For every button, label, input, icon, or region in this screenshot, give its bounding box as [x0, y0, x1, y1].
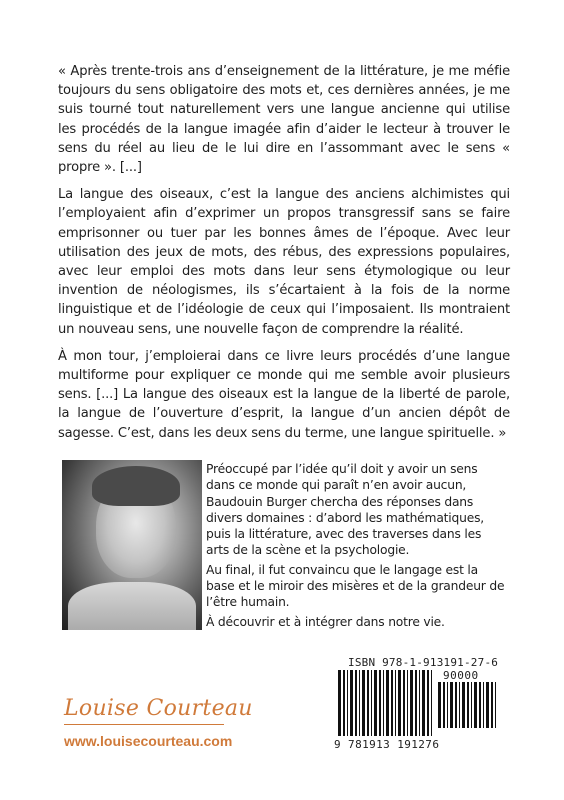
barcode-digits: 9 781913 191276 — [334, 738, 440, 751]
back-cover-quote — [58, 62, 510, 451]
quote-paragraph-3: À mon tour, j’emploierai dans ce livre leurs procédés d’une langue multiforme pour expliquer ce monde qui me semble avoir plusieurs sens. [...] La langue des oiseaux est la langue de la liberté de parole, la langue de l’ouverture d’esprit, la langue d’un ancien dépôt de sagesse. C’est, dans les deux sens du terme, une langue spirituelle. » — [58, 348, 510, 441]
bio-paragraph-2: Au final, il fut convaincu que le langage est la base et le miroir des misères et de la grandeur de l’être humain. — [206, 562, 505, 610]
publisher-logo: Louise Courteau — [64, 696, 253, 721]
author-photo — [62, 460, 202, 630]
author-bio — [206, 461, 506, 633]
barcode-addon-bars — [438, 682, 500, 728]
quote-paragraph-1: « Après trente-trois ans d’enseignement de la littérature, je me méfie toujours du sens obligatoire des mots et, ces dernières années, je me suis tourné tout naturellement vers une langue ancienne qui utilise les procédés de la langue imagée afin d’aider le lecteur à trouver le sens du réel au lieu de le lui dire en l’assommant avec le sens « propre ». [...] — [58, 64, 510, 176]
logo-underline — [64, 724, 224, 725]
barcode-addon-digits: 90000 — [443, 669, 479, 682]
bio-paragraph-3: À découvrir et à intégrer dans notre vie. — [206, 614, 445, 629]
quote-paragraph-2: La langue des oiseaux, c’est la langue des anciens alchimistes qui l’employaient afin d’exprimer un propos transgressif sans se faire emprisonner ou tuer par les bonnes âmes de l’époque. Avec leur utilisation des jeux de mots, des rébus, des expressions populaires, avec leur emploi des mots dans leur sens étymologique ou leur invention de néologismes, ils s’écartaient à la fois de la norme linguistique et de l’idéologie de ceux qui l’imposaient. Ils montraient un nouveau sens, une nouvelle façon de comprendre la réalité. — [58, 187, 510, 337]
publisher-url[interactable]: www.louisecourteau.com — [64, 733, 233, 749]
isbn-label: ISBN 978-1-913191-27-6 — [348, 656, 499, 669]
bio-paragraph-1: Préoccupé par l’idée qu’il doit y avoir un sens dans ce monde qui paraît n’en avoir aucun, Baudouin Burger chercha des réponses dans divers domaines : d’abord les mathématiques, puis la littérature, avec des traverses dans les arts de la scène et la psychologie. — [206, 462, 484, 558]
